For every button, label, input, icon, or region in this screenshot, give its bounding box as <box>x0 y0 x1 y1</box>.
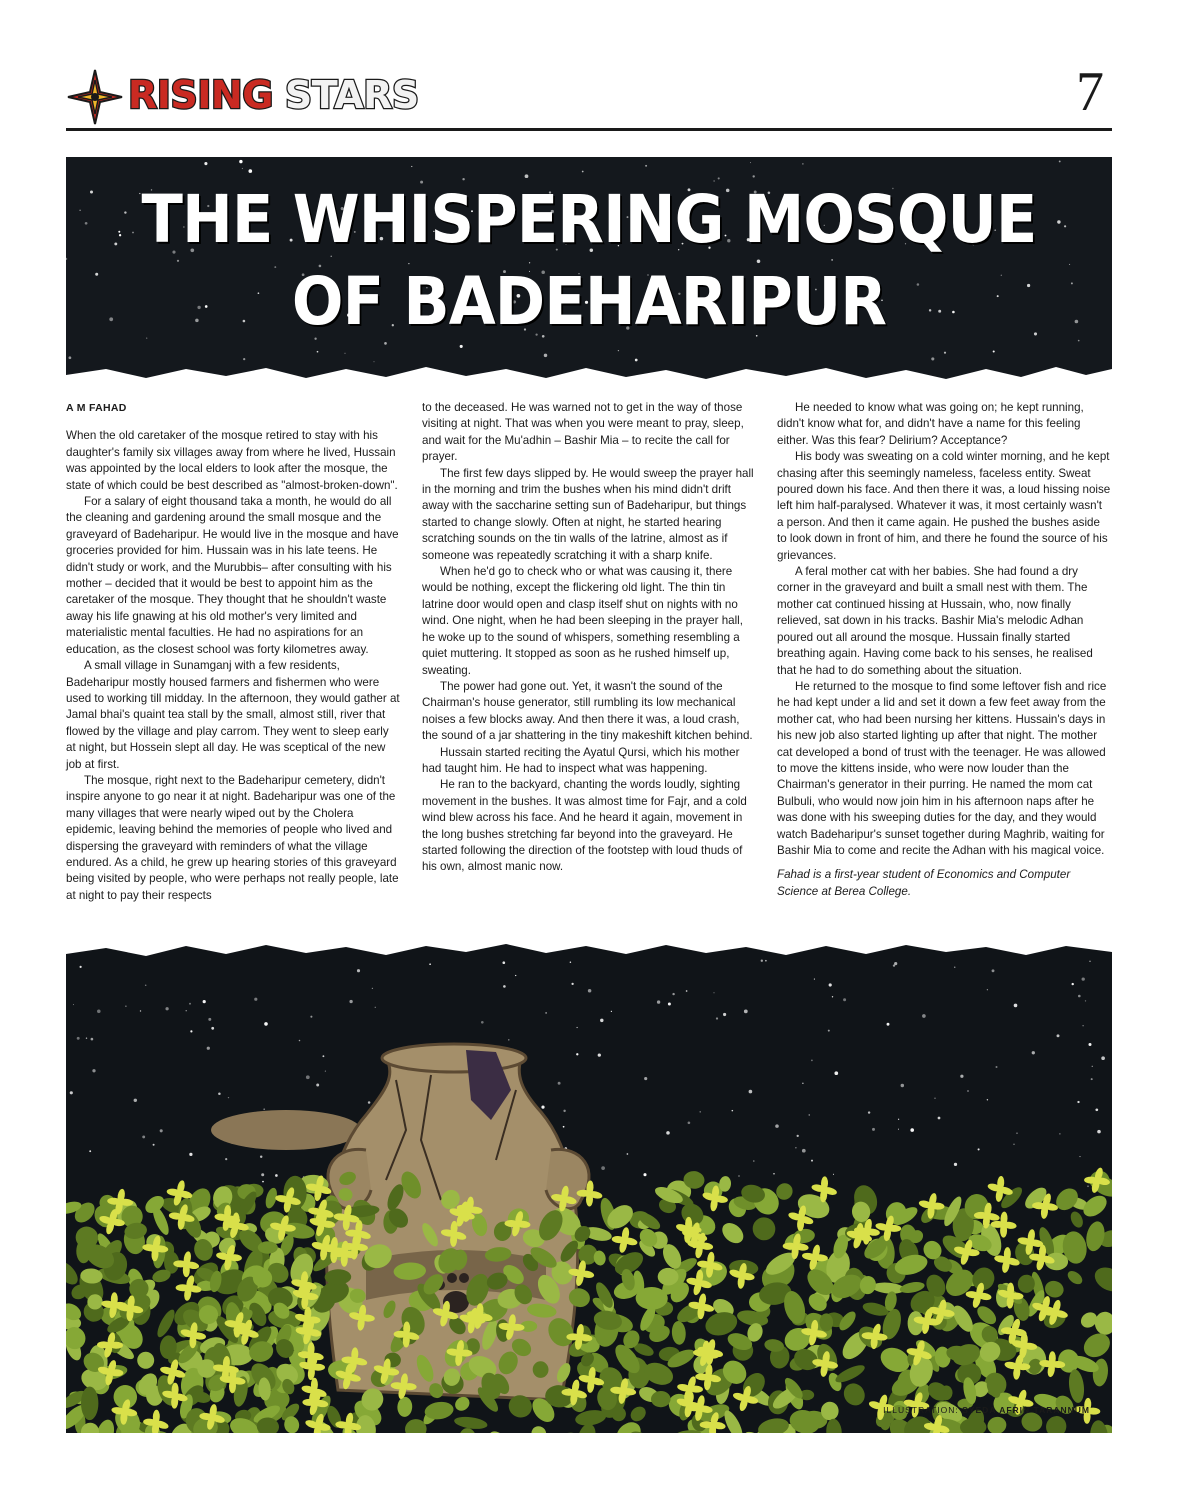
star-dot <box>795 1147 796 1148</box>
star-dot <box>306 1075 310 1079</box>
star-dot <box>503 985 506 988</box>
star-dot <box>1088 1043 1091 1046</box>
leaf <box>658 1268 679 1286</box>
star-dot <box>570 961 571 962</box>
star-dot <box>635 359 638 362</box>
author-bio: Fahad is a first-year student of Economics and Computer Science at Berea College. <box>777 868 1071 898</box>
star-dot <box>310 1016 312 1018</box>
star-dot <box>765 960 767 962</box>
paragraph: to the deceased. He was warned not to get in the way of those visiting at night. That was when you were meant to pray, sleep, and wait for the Mu'adhin – Bashir Mia – to recite the call for prayer. <box>422 401 744 464</box>
star-dot <box>829 983 832 986</box>
star-dot <box>1085 1000 1086 1001</box>
star-dot <box>716 1017 718 1019</box>
star-dot <box>643 1173 646 1176</box>
star-dot <box>1032 1051 1035 1054</box>
credit-label: ILLUSTRATION: <box>883 1405 959 1415</box>
star-dot <box>349 1000 352 1003</box>
star-dot <box>1089 961 1090 962</box>
star-dot <box>70 1091 73 1094</box>
star-dot <box>264 1022 268 1026</box>
star-dot <box>502 961 505 964</box>
title-banner <box>66 157 1112 389</box>
star-dot <box>375 1007 376 1008</box>
star-dot <box>872 1128 875 1131</box>
star-dot <box>978 1148 980 1150</box>
star-dot <box>618 350 619 351</box>
star-dot <box>576 1053 578 1055</box>
star-dot <box>894 962 897 965</box>
star-dot <box>357 969 360 972</box>
star-dot <box>922 1014 926 1018</box>
star-dot <box>723 1013 726 1016</box>
headline <box>108 179 1070 343</box>
star-dot <box>666 1131 670 1135</box>
star-dot <box>190 1030 192 1032</box>
brand-stars: STARS <box>284 73 419 117</box>
star-dot <box>811 1160 813 1162</box>
star-dot <box>1087 1185 1089 1187</box>
star-dot <box>834 1071 838 1075</box>
star-dot <box>92 1069 95 1072</box>
star-dot <box>316 1084 319 1087</box>
star-dot <box>481 1021 484 1024</box>
star-dot <box>322 1055 324 1057</box>
star-dot <box>80 966 82 968</box>
star-dot <box>368 1101 371 1104</box>
headline-line-2: OF BADEHARIPUR <box>291 263 887 340</box>
star-dot <box>802 1083 803 1084</box>
star-dot <box>868 1111 870 1113</box>
star-dot <box>732 1110 734 1112</box>
credit-name: SYEDA AFRIN TARANNUM <box>962 1405 1090 1415</box>
star-dot <box>1078 995 1081 998</box>
star-dot <box>898 1119 899 1120</box>
star-dot <box>186 1010 187 1011</box>
brand-wordmark <box>128 70 419 120</box>
star-dot <box>832 996 833 997</box>
paragraph: When the old caretaker of the mosque retired to stay with his daughter's family six villages away from where he lived, Hussain was appointed by the local elders to look after the mosque, the state of which could be best described as "almost-broken-down". <box>66 429 398 492</box>
star-dot <box>598 1053 601 1056</box>
star-dot <box>828 1030 830 1032</box>
star-dot <box>203 1000 206 1003</box>
illustration-credit <box>883 1405 1090 1415</box>
star-dot <box>1059 160 1061 162</box>
star-dot <box>1057 1034 1060 1037</box>
star-dot <box>944 352 946 354</box>
star-dot <box>89 1150 91 1152</box>
star-dot <box>153 1144 155 1146</box>
byline: A M FAHAD <box>66 402 127 414</box>
star-dot <box>738 1175 739 1176</box>
star-dot <box>248 169 252 173</box>
star-dot <box>672 993 674 995</box>
illustration-art <box>66 940 1112 1433</box>
star-dot <box>960 1075 963 1078</box>
star-dot <box>90 191 93 194</box>
star-dot <box>901 1084 904 1087</box>
star-dot <box>1072 983 1074 985</box>
star-dot <box>753 175 755 177</box>
star-dot <box>1082 977 1085 980</box>
star-dot <box>644 1077 647 1080</box>
star-dot <box>802 163 803 164</box>
star-dot <box>545 1012 547 1014</box>
star-dot <box>773 1173 775 1175</box>
star-dot <box>1059 1133 1060 1134</box>
star-dot <box>750 162 751 163</box>
star-dot <box>1101 1056 1105 1060</box>
paragraph: His body was sweating on a cold winter morning, and he kept chasing after this seemingly nameless, faceless entity. Sweat poured down his face. And then there it was, a loud hissing noise left him half-paralysed. Whatever it was, it most certainly wasn't a person. And then it came again. He pushed the bushes aside to look down in front of him, and there he found the source of his grievances. <box>777 450 1111 562</box>
compass-star-icon <box>66 68 124 126</box>
star-dot <box>700 1111 701 1112</box>
star-dot <box>86 1038 87 1039</box>
star-dot <box>1014 1004 1018 1008</box>
star-dot <box>811 1060 813 1062</box>
star-dot <box>275 1174 278 1177</box>
star-dot <box>243 358 245 360</box>
star-dot <box>987 1099 988 1100</box>
star-dot <box>142 1135 145 1138</box>
star-dot <box>97 1010 101 1014</box>
star-dot <box>145 984 147 986</box>
star-dot <box>1080 1156 1081 1157</box>
star-dot <box>987 989 988 990</box>
masthead-rule <box>66 128 1112 131</box>
star-dot <box>563 1110 565 1112</box>
star-dot <box>541 1106 544 1109</box>
star-dot <box>225 1158 227 1160</box>
paragraph: He returned to the mosque to find some leftover fish and rice he had kept under a lid and set it down a few feet away from the mother cat, who had been nursing her kittens. Hussain's days in his new job also started lighting up after that night. The mother cat developed a bond of trust with the teenager. He was allowed to move the kittens inside, who were now louder than the Chairman's generator in their purring. He named the mom cat Bulbuli, who would now join him in his afternoon naps after he was done with his sweeping duties for the day, and they would watch Badeharipur's sunset together during Maghrib, waiting for Bashir Mia to come and recite the Adhan with his magical voice. <box>777 679 1107 857</box>
illustration <box>66 940 1112 1433</box>
star-dot <box>588 989 592 993</box>
star-dot <box>261 1173 264 1176</box>
star-dot <box>525 174 529 178</box>
star-dot <box>582 171 584 173</box>
star-dot <box>91 1038 94 1041</box>
paragraph: The mosque, right next to the Badeharipur cemetery, didn't inspire anyone to go near it at night. Badeharipur was one of the many villages that were nearly wiped out by the Cholera epidemic, leaving behind the memories of people who lived and dispersing the graveyard with reminders of what the village endured. As a child, he grew up hearing stories of this graveyard being visited by people, who were perhaps not really people, late at night to pay their respects <box>66 773 399 902</box>
star-dot <box>1016 1133 1017 1134</box>
star-dot <box>645 165 647 167</box>
star-dot <box>775 1124 779 1128</box>
star-dot <box>668 1003 671 1006</box>
star-dot <box>77 1037 80 1040</box>
paragraph: He ran to the backyard, chanting the words loudly, sighting movement in the bushes. It was almost time for Fajr, and a cold wind blew across his face. And he heard it again, movement in the long bushes stretching far beyond into the graveyard. He started following the direction of the footstep with loud thuds of his own, almost manic now. <box>422 778 747 874</box>
star-dot <box>1097 1130 1101 1134</box>
star-dot <box>571 983 573 985</box>
star-dot <box>814 979 815 980</box>
leaf <box>81 1387 98 1421</box>
star-dot <box>325 1071 326 1072</box>
star-dot <box>262 1181 264 1183</box>
paragraph: He needed to know what was going on; he kept running, didn't know what for, and didn't have a name for this feeling either. Was this fear? Delirium? Acceptance? <box>777 401 1084 447</box>
star-dot <box>515 975 516 976</box>
star-dot <box>744 1010 748 1014</box>
star-dot <box>85 222 88 225</box>
star-dot <box>688 1121 691 1124</box>
star-dot <box>373 361 374 362</box>
star-dot <box>577 1027 578 1028</box>
masthead <box>66 62 1112 130</box>
star-dot <box>189 1153 192 1156</box>
paragraph: A feral mother cat with her babies. She had found a dry corner in the graveyard and built a small nest with them. The mother cat continued hissing at Hussain, who, now finally relieved, sat down in his tracks. Bashir Mia's melodic Adhan poured out all around the mosque. Hussain finally started breathing again. Having come back to his senses, he realised that he had to do something about the situation. <box>777 565 1093 677</box>
star-dot <box>204 162 207 165</box>
star-dot <box>809 1114 810 1115</box>
page-number: 7 <box>1076 61 1104 123</box>
star-dot <box>1077 1101 1079 1103</box>
star-dot <box>165 1007 168 1010</box>
star-dot <box>563 1126 565 1128</box>
star-dot <box>95 273 98 276</box>
star-dot <box>228 1097 229 1098</box>
star-dot <box>140 1010 141 1011</box>
star-dot <box>160 1129 163 1132</box>
star-dot <box>344 353 345 354</box>
star-dot <box>910 1128 914 1132</box>
star-dot <box>995 1066 997 1068</box>
paragraph: When he'd go to check who or what was causing it, there would be nothing, except the flickering old light. The thin tin latrine door would open and clasp itself shut on nights with no wind. One night, when he had been sleeping in the prayer hall, he woke up to the sound of whispers, something resembling a quiet muttering. It stopped as soon as he rushed himself up, sweating. <box>422 565 743 677</box>
star-dot <box>429 963 431 965</box>
star-dot <box>1013 1144 1014 1145</box>
star-dot <box>79 210 80 211</box>
star-dot <box>887 1023 890 1026</box>
star-dot <box>460 345 463 348</box>
star-dot <box>207 1047 210 1050</box>
star-dot <box>242 168 243 169</box>
star-dot <box>1078 340 1080 342</box>
paragraph: The first few days slipped by. He would sweep the prayer hall in the morning and trim the bushes when his mind didn't drift away with the saccharine setting sun of Badeharipur, but things started to change slowly. Often at night, he started hearing scratching sounds on the tin walls of the latrine, almost as if someone was repeatedly scratching it with a sharp knife. <box>422 466 754 562</box>
star-dot <box>125 1005 126 1006</box>
star-dot <box>1092 1066 1093 1067</box>
column-3 <box>777 400 1111 900</box>
star-dot <box>1071 282 1073 284</box>
star-dot <box>931 357 934 360</box>
paragraph: For a salary of eight thousand taka a month, he would do all the cleaning and gardening around the small mosque and the graveyard of Badeharipur. He would live in the mosque and have groceries provided for him. Hussain was in his late teens. He didn't study or work, and the Murubbis– after consulting with his mother – decided that it would be best to appoint him as the caretaker of the mosque. They thought that he shouldn't waste away his life gnawing at his old mother's very limited and materialistic mental faculties. He had no aspirations for an education, as the closest school was forty kilometres away. <box>66 495 399 656</box>
star-dot <box>967 1090 969 1092</box>
star-dot <box>558 1082 561 1085</box>
column-2 <box>422 400 756 876</box>
star-dot <box>934 1098 935 1099</box>
brand-rising: RISING <box>128 73 273 117</box>
star-dot <box>657 1000 660 1003</box>
star-dot <box>69 356 72 359</box>
star-dot <box>317 351 319 353</box>
star-dot <box>1082 1025 1083 1026</box>
star-dot <box>938 1117 941 1120</box>
star-dot <box>208 1018 211 1021</box>
star-dot <box>993 350 995 352</box>
star-dot <box>263 1108 265 1110</box>
star-dot <box>992 969 995 972</box>
star-dot <box>1075 320 1079 324</box>
star-dot <box>600 1019 603 1022</box>
star-dot <box>611 1011 612 1012</box>
paragraph: A small village in Sunamganj with a few residents, Badeharipur mostly housed farmers and fishermen who were used to working till midday. In the afternoon, they would gather at Jamal bhai's quaint tea stall by the small, almost still, river that flowed by the village and play carrom. They went to sleep early at night, but Hossein slept all day. He was sceptical of the new job at first. <box>66 659 400 771</box>
star-dot <box>73 1004 74 1005</box>
star-dot <box>833 1174 834 1175</box>
headline-line-1: THE WHISPERING MOSQUE <box>141 181 1037 258</box>
star-dot <box>601 1166 605 1170</box>
star-dot <box>954 967 955 968</box>
star-dot <box>134 1099 137 1102</box>
star-dot <box>239 160 242 163</box>
star-dot <box>1095 1108 1098 1111</box>
star-dot <box>299 1040 301 1042</box>
star-dot <box>686 990 688 992</box>
star-dot <box>508 1039 509 1040</box>
star-dot <box>189 1003 191 1005</box>
star-dot <box>260 1156 262 1158</box>
star-dot <box>954 1163 957 1166</box>
star-dot <box>898 1129 899 1130</box>
star-dot <box>218 1092 221 1095</box>
star-dot <box>1091 1078 1093 1080</box>
star-dot <box>211 1027 214 1030</box>
star-dot <box>544 354 547 357</box>
star-dot <box>372 988 373 989</box>
star-dot <box>749 1090 753 1094</box>
column-1 <box>66 400 400 904</box>
leaf <box>258 1241 278 1253</box>
paragraph: The power had gone out. Yet, it wasn't the sound of the Chairman's house generator, still rumbling its low mechanical noises a few blocks away. And then there it was, a loud crash, the sound of a jar shattering in the tiny makeshift kitchen behind. <box>422 679 753 743</box>
star-dot <box>802 1149 806 1153</box>
star-dot <box>411 166 412 167</box>
star-dot <box>843 998 846 1001</box>
star-dot <box>627 1153 629 1155</box>
article-body <box>66 400 1112 940</box>
star-dot <box>761 960 763 962</box>
paragraph: Hussain started reciting the Ayatul Qursi, which his mother had taught him. He had to inspect what was happening. <box>422 745 740 775</box>
star-dot <box>713 992 714 993</box>
star-dot <box>753 1160 755 1162</box>
star-dot <box>254 998 257 1001</box>
star-dot <box>797 1135 799 1137</box>
